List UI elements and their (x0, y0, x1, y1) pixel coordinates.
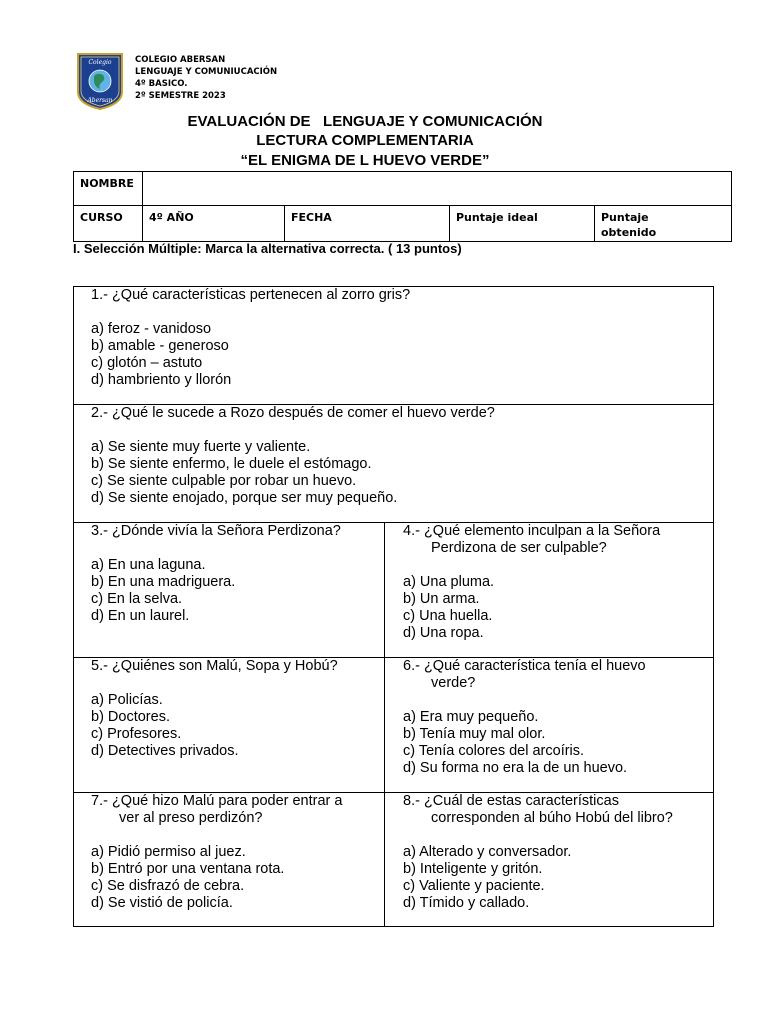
puntaje-obtenido-label: Puntaje (601, 211, 649, 224)
subject-name: LENGUAJE Y COMUNIUCACIÓN (135, 67, 278, 77)
puntaje-ideal-field[interactable] (450, 206, 595, 242)
question-text-line-1: 7.- ¿Qué hizo Malú para poder entrar a (91, 793, 343, 809)
question-text: 3.- ¿Dónde vivía la Señora Perdizona? (91, 523, 341, 539)
option-b[interactable]: b) Doctores. (91, 709, 170, 725)
option-c[interactable]: c) glotón – astuto (91, 355, 203, 371)
question-7 (74, 793, 385, 927)
option-c[interactable]: c) En la selva. (91, 591, 183, 607)
option-c[interactable]: c) Se siente culpable por robar un huevo. (91, 473, 357, 489)
question-4 (385, 523, 714, 658)
curso-value: 4º AÑO (143, 206, 285, 242)
logo-text-bottom: Abersan (87, 97, 113, 104)
option-b[interactable]: b) Entró por una ventana rota. (91, 861, 285, 877)
question-text: 1.- ¿Qué características pertenecen al zorro gris? (91, 287, 411, 303)
option-b[interactable]: b) Un arma. (403, 591, 480, 607)
option-a[interactable]: a) En una laguna. (91, 557, 206, 573)
semester: 2º SEMESTRE 2023 (135, 91, 226, 101)
question-text-line-2: Perdizona de ser culpable? (431, 540, 607, 556)
question-3 (74, 523, 385, 658)
question-text-line-2: verde? (431, 675, 476, 691)
book-title: “EL ENIGMA DE L HUEVO VERDE” (240, 152, 490, 169)
option-b[interactable]: b) En una madriguera. (91, 574, 236, 590)
option-d[interactable]: d) En un laurel. (91, 608, 190, 624)
option-a[interactable]: a) Policías. (91, 692, 163, 708)
option-a[interactable]: a) Era muy pequeño. (403, 709, 539, 725)
school-name: COLEGIO ABERSAN (135, 55, 226, 65)
school-header (135, 54, 277, 102)
puntaje-obtenido-field[interactable] (595, 206, 732, 242)
question-text-line-2: corresponden al búho Hobú del libro? (431, 810, 673, 826)
option-a[interactable]: a) Una pluma. (403, 574, 495, 590)
option-b[interactable]: b) Tenía muy mal olor. (403, 726, 546, 742)
question-6 (385, 658, 714, 793)
question-text: 2.- ¿Qué le sucede a Rozo después de comer el huevo verde? (91, 405, 495, 421)
document-subtitle: LECTURA COMPLEMENTARIA (256, 132, 474, 149)
school-logo (76, 52, 124, 110)
option-d[interactable]: d) hambriento y llorón (91, 372, 232, 388)
option-b[interactable]: b) amable - generoso (91, 338, 229, 354)
question-text-line-1: 4.- ¿Qué elemento inculpan a la Señora (403, 523, 661, 539)
curso-label: CURSO (74, 206, 143, 242)
option-d[interactable]: d) Una ropa. (403, 625, 484, 641)
question-text: 5.- ¿Quiénes son Malú, Sopa y Hobú? (91, 658, 338, 674)
grade-level: 4º BASICO. (135, 79, 188, 89)
option-a[interactable]: a) Alterado y conversador. (403, 844, 572, 860)
questions-table (73, 286, 714, 927)
question-text (91, 793, 380, 827)
question-text (403, 523, 709, 557)
option-c[interactable]: c) Profesores. (91, 726, 182, 742)
document-title: EVALUACIÓN DE LENGUAJE Y COMUNICACIÓN (187, 113, 543, 130)
fecha-label: FECHA (291, 211, 332, 224)
option-b[interactable]: b) Se siente enfermo, le duele el estómago. (91, 456, 372, 472)
nombre-field[interactable] (143, 172, 732, 206)
question-text-line-2: ver al preso perdizón? (119, 810, 263, 826)
option-d[interactable]: d) Su forma no era la de un huevo. (403, 760, 628, 776)
option-a[interactable]: a) Se siente muy fuerte y valiente. (91, 439, 311, 455)
option-c[interactable]: c) Se disfrazó de cebra. (91, 878, 245, 894)
question-8 (385, 793, 714, 927)
fecha-field[interactable] (285, 206, 450, 242)
option-b[interactable]: b) Inteligente y gritón. (403, 861, 543, 877)
logo-text-top: Colegio (88, 59, 112, 66)
question-5 (74, 658, 385, 793)
option-c[interactable]: c) Tenía colores del arcoíris. (403, 743, 585, 759)
question-text-line-1: 6.- ¿Qué característica tenía el huevo (403, 658, 646, 674)
option-d[interactable]: d) Se vistió de policía. (91, 895, 233, 911)
question-2 (74, 405, 714, 523)
option-c[interactable]: c) Una huella. (403, 608, 493, 624)
question-text (403, 793, 709, 827)
option-a[interactable]: a) feroz - vanidoso (91, 321, 212, 337)
puntaje-ideal-label: Puntaje ideal (456, 211, 538, 224)
question-text-line-1: 8.- ¿Cuál de estas características (403, 793, 619, 809)
question-text (403, 658, 709, 692)
option-a[interactable]: a) Pidió permiso al juez. (91, 844, 246, 860)
section-instructions: I. Selección Múltiple: Marca la alternativa correcta. ( 13 puntos) (73, 241, 462, 256)
option-d[interactable]: d) Se siente enojado, porque ser muy pequeño. (91, 490, 398, 506)
nombre-label: NOMBRE (74, 172, 143, 206)
question-1 (74, 287, 714, 405)
puntaje-obtenido-label-2: obtenido (601, 226, 657, 239)
option-c[interactable]: c) Valiente y paciente. (403, 878, 545, 894)
option-d[interactable]: d) Detectives privados. (91, 743, 239, 759)
option-d[interactable]: d) Tímido y callado. (403, 895, 530, 911)
student-info-table (73, 171, 732, 242)
